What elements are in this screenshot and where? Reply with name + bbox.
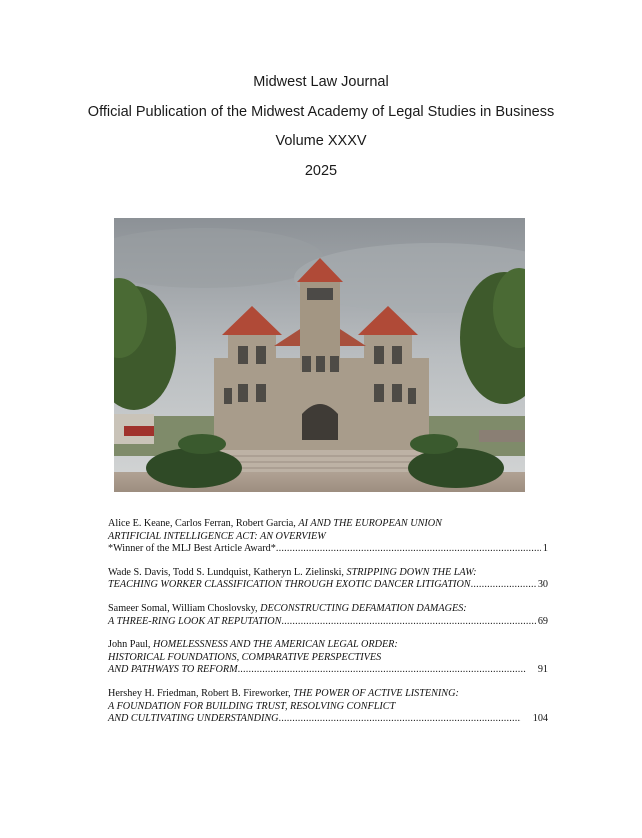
journal-subtitle: Official Publication of the Midwest Academy of Legal Studies in Business bbox=[87, 104, 555, 120]
toc-title: HISTORICAL FOUNDATIONS, COMPARATIVE PERSPECTIVES bbox=[108, 651, 382, 663]
journal-year: 2025 bbox=[304, 163, 338, 179]
toc-title: DECONSTRUCTING DEFAMATION DAMAGES: bbox=[260, 602, 467, 614]
toc-title: THE POWER OF ACTIVE LISTENING: bbox=[293, 687, 459, 699]
toc-entry bbox=[108, 688, 548, 726]
toc-authors: Sameer Somal, William Choslovsky, bbox=[108, 602, 258, 614]
toc-authors: Hershey H. Friedman, Robert B. Fireworker, bbox=[108, 687, 291, 699]
toc-authors: Alice E. Keane, Carlos Ferran, Robert Garcia, bbox=[108, 518, 296, 529]
toc-authors: John Paul, bbox=[108, 639, 151, 651]
journal-volume: Volume XXXV bbox=[275, 133, 367, 149]
toc-leader bbox=[279, 713, 521, 726]
toc-entry bbox=[108, 603, 548, 628]
cover-photo-courthouse bbox=[114, 218, 525, 492]
toc-authors: Wade S. Davis, Todd S. Lundquist, Katheryn L. Zielinski, bbox=[108, 566, 344, 578]
toc-title: A FOUNDATION FOR BUILDING TRUST, RESOLVING CONFLICT bbox=[108, 700, 396, 712]
toc-title: A THREE-RING LOOK AT REPUTATION bbox=[108, 615, 282, 627]
toc-title: AI AND THE EUROPEAN UNION bbox=[298, 518, 442, 529]
toc-note: *Winner of the MLJ Best Article Award* bbox=[108, 543, 276, 555]
journal-title: Midwest Law Journal bbox=[253, 74, 389, 90]
toc-entry bbox=[108, 639, 548, 677]
toc-page-number: 30 bbox=[537, 579, 548, 591]
toc-page-number: 91 bbox=[537, 664, 548, 676]
toc-title: AND PATHWAYS TO REFORM bbox=[108, 664, 238, 676]
toc-title: ARTIFICIAL INTELLIGENCE ACT: AN OVERVIEW bbox=[108, 530, 326, 542]
toc-entry bbox=[108, 567, 548, 592]
toc-leader bbox=[276, 543, 541, 556]
table-of-contents bbox=[108, 518, 548, 737]
toc-title: STRIPPING DOWN THE LAW: bbox=[346, 566, 477, 578]
toc-leader bbox=[281, 616, 535, 629]
toc-title: HOMELESSNESS AND THE AMERICAN LEGAL ORDER: bbox=[153, 639, 398, 651]
toc-entry bbox=[108, 518, 548, 556]
toc-title: TEACHING WORKER CLASSIFICATION THROUGH EXOTIC DANCER LITIGATION bbox=[108, 579, 471, 591]
toc-page-number: 1 bbox=[542, 543, 548, 555]
toc-leader bbox=[238, 664, 526, 677]
toc-title: AND CULTIVATING UNDERSTANDING bbox=[108, 713, 279, 725]
toc-leader bbox=[471, 579, 536, 592]
toc-page-number: 104 bbox=[532, 713, 548, 725]
toc-page-number: 69 bbox=[537, 615, 548, 627]
